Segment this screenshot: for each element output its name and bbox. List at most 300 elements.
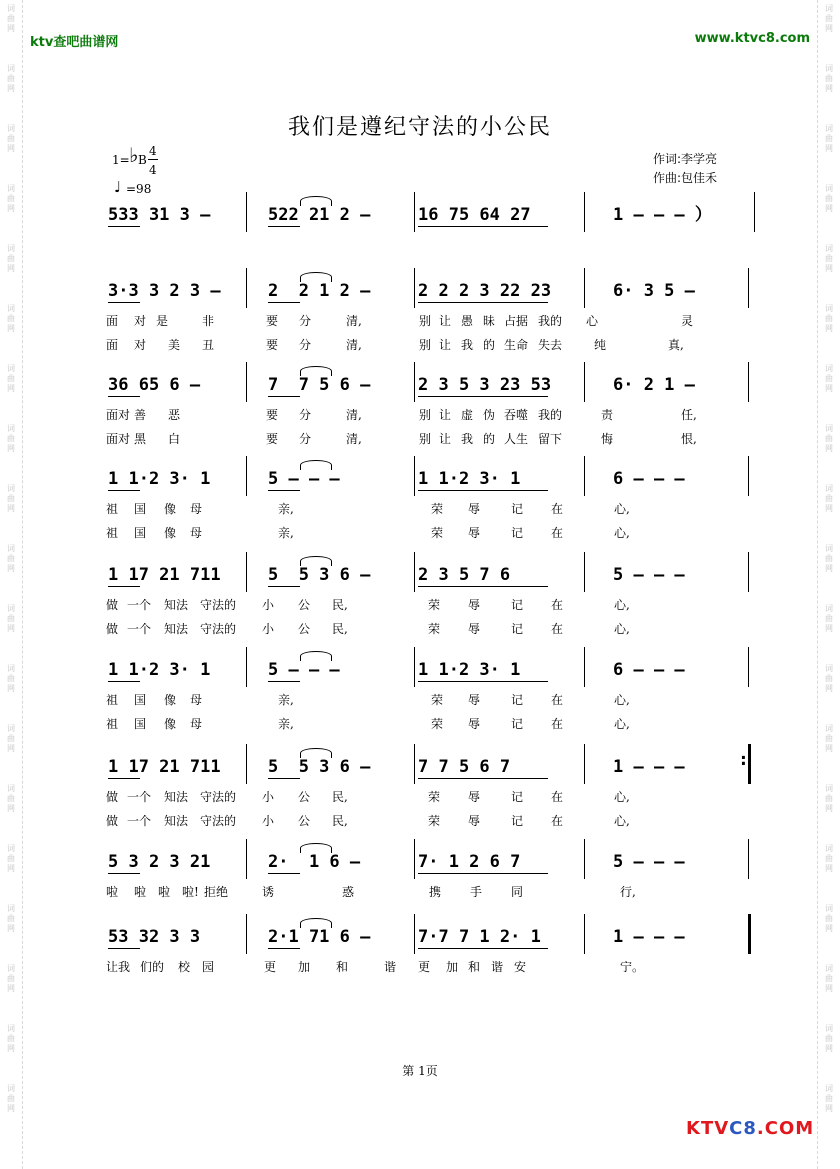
- lyric-word: 加: [298, 960, 311, 974]
- bar-line: [414, 647, 415, 687]
- bar-line: [414, 552, 415, 592]
- lyric-word: 记: [511, 814, 524, 828]
- lyric-line: [106, 812, 746, 830]
- bar-line: [748, 268, 749, 308]
- bar-line: [748, 362, 749, 402]
- lyric-word: 记: [511, 790, 524, 804]
- measure: 5 – – –: [613, 852, 685, 872]
- bar-line: [246, 839, 247, 879]
- bar-line: [414, 456, 415, 496]
- tempo-value: =98: [126, 182, 152, 196]
- lyric-word: 祖: [106, 717, 119, 731]
- lyric-word: 在: [551, 717, 564, 731]
- lyric-word: 辱: [468, 814, 481, 828]
- site-name-left[interactable]: ktv查吧曲谱网: [30, 35, 119, 50]
- beam-underline: [108, 396, 128, 397]
- lyric-word: 辱: [468, 717, 481, 731]
- lyric-word: 对: [134, 338, 147, 352]
- watermark-text: 词曲网: [7, 304, 15, 333]
- measure: 1 1·2 3· 1: [108, 469, 211, 489]
- measure: 5 5 3 6 –: [268, 565, 371, 585]
- bar-line: [584, 192, 585, 232]
- measure: 2· 1 6 –: [268, 852, 361, 872]
- slur-mark: [300, 460, 332, 470]
- slur-mark: [300, 748, 332, 758]
- lyric-word: 记: [511, 526, 524, 540]
- measure: 1 – – –: [613, 927, 685, 947]
- lyric-word: 民,: [332, 814, 348, 828]
- lyric-word: 小: [262, 814, 275, 828]
- lyric-word: 国: [134, 502, 147, 516]
- lyric-word: 像: [164, 526, 177, 540]
- lyric-word: 留下: [538, 432, 563, 446]
- bar-line: [246, 914, 247, 954]
- lyric-word: 做: [106, 814, 119, 828]
- lyric-line: [106, 500, 746, 518]
- watermark-text: 词曲网: [825, 784, 833, 813]
- score-row: [0, 749, 840, 832]
- lyric-word: 心,: [614, 814, 630, 828]
- lyric-word: 公: [298, 598, 311, 612]
- watermark-text: 词曲网: [825, 184, 833, 213]
- page-number: 第 1页: [402, 1064, 438, 1078]
- beam-underline: [268, 226, 300, 227]
- lyric-line: [106, 406, 746, 424]
- beam-underline: [418, 778, 548, 779]
- logo-part-com: .COM: [756, 1118, 815, 1139]
- watermark-text: 词曲网: [7, 544, 15, 573]
- measure: 7 7 5 6 –: [268, 375, 371, 395]
- notation-line: [108, 276, 748, 306]
- lyric-word: 校: [178, 960, 191, 974]
- watermark-text: 词曲网: [7, 964, 15, 993]
- lyric-word: 啦: [158, 885, 171, 899]
- watermark-text: 词曲网: [7, 604, 15, 633]
- lyric-word: 我: [461, 338, 474, 352]
- watermark-text: 词曲网: [825, 244, 833, 273]
- lyric-line: [106, 430, 746, 448]
- measure: 36 65 6 –: [108, 375, 201, 395]
- measure: 5 5 3 6 –: [268, 757, 371, 777]
- lyric-word: 国: [134, 526, 147, 540]
- bar-line: [246, 268, 247, 308]
- slur-mark: [300, 843, 332, 853]
- lyric-word: 记: [511, 693, 524, 707]
- watermark-text: 词曲网: [825, 844, 833, 873]
- lyric-line: [106, 620, 746, 638]
- watermark-text: 词曲网: [825, 64, 833, 93]
- watermark-text: 词曲网: [825, 484, 833, 513]
- watermark-text: 词曲网: [825, 364, 833, 393]
- lyric-word: 惑: [342, 885, 355, 899]
- bar-line: [584, 268, 585, 308]
- site-url-right[interactable]: www.ktvc8.com: [694, 31, 810, 46]
- measure: 7 7 5 6 7: [418, 757, 511, 777]
- bar-line: [584, 744, 585, 784]
- lyric-word: 心,: [614, 717, 630, 731]
- bar-line: [414, 914, 415, 954]
- beam-underline: [268, 948, 300, 949]
- lyric-word: 心,: [614, 790, 630, 804]
- bar-line: [584, 839, 585, 879]
- measure: 16 75 64 27: [418, 205, 531, 225]
- lyric-word: 一个: [127, 622, 152, 636]
- time-signature-line: [148, 159, 158, 160]
- beam-underline: [108, 586, 140, 587]
- lyric-word: 像: [164, 693, 177, 707]
- beam-underline: [268, 586, 300, 587]
- bar-line: [414, 362, 415, 402]
- measure: 3·3 3 2 3 –: [108, 281, 221, 301]
- watermark-text: 词曲网: [825, 1024, 833, 1053]
- lyric-word: 做: [106, 790, 119, 804]
- lyric-word: 善: [134, 408, 147, 422]
- score-row: [0, 847, 840, 927]
- lyric-word: 母: [190, 693, 203, 707]
- lyric-line: [106, 788, 746, 806]
- notation-line: [108, 370, 748, 400]
- watermark-text: 词曲网: [7, 724, 15, 753]
- measure: 1 1·2 3· 1: [418, 469, 521, 489]
- lyric-word: 让: [439, 338, 452, 352]
- lyric-word: 我的: [538, 314, 563, 328]
- lyric-word: 啦: [106, 885, 119, 899]
- lyric-word: 民,: [332, 790, 348, 804]
- lyric-word: 让: [439, 408, 452, 422]
- lyric-word: 心,: [614, 502, 630, 516]
- lyric-word: 任,: [681, 408, 697, 422]
- lyric-word: 心: [586, 314, 599, 328]
- lyric-word: 清,: [346, 314, 362, 328]
- watermark-text: 词曲网: [7, 844, 15, 873]
- lyric-word: 心,: [614, 526, 630, 540]
- beam-underline: [268, 396, 300, 397]
- lyric-word: 安: [514, 960, 527, 974]
- lyric-word: 别: [419, 314, 432, 328]
- lyric-word: 虚: [461, 408, 474, 422]
- beam-underline: [108, 778, 140, 779]
- bar-line: [748, 839, 749, 879]
- lyric-word: 公: [298, 790, 311, 804]
- lyric-word: 公: [298, 622, 311, 636]
- bar-line: [246, 647, 247, 687]
- lyric-word: 是: [156, 314, 169, 328]
- lyric-word: 灵: [681, 314, 694, 328]
- lyric-line: [106, 883, 746, 901]
- song-title: 我们是遵纪守法的小公民: [287, 115, 552, 140]
- lyric-word: 小: [262, 598, 275, 612]
- credits: [653, 150, 717, 188]
- lyric-word: 谐: [384, 960, 397, 974]
- beam-underline: [418, 586, 548, 587]
- lyric-word: 亲,: [278, 693, 294, 707]
- beam-underline: [108, 302, 128, 303]
- lyric-word: 国: [134, 693, 147, 707]
- watermark-text: 词曲网: [825, 604, 833, 633]
- bar-line: [584, 914, 585, 954]
- lyric-word: 占据: [504, 314, 529, 328]
- notation-line: [108, 922, 748, 952]
- lyric-line: [106, 715, 746, 733]
- lyric-word: 辱: [468, 693, 481, 707]
- lyric-word: 在: [551, 502, 564, 516]
- measure: 1 – – – ）: [613, 205, 712, 225]
- lyric-word: 面: [106, 314, 119, 328]
- score-row: [0, 370, 840, 450]
- watermark-text: 词曲网: [825, 544, 833, 573]
- bar-line: [584, 456, 585, 496]
- flat-symbol: ♭: [129, 143, 139, 167]
- lyric-word: 清,: [346, 432, 362, 446]
- lyric-word: 记: [511, 502, 524, 516]
- lyric-word: 母: [190, 526, 203, 540]
- quarter-note-icon: ♩: [114, 178, 122, 196]
- slur-mark: [300, 918, 332, 928]
- lyric-word: 让我: [106, 960, 131, 974]
- lyric-word: 心,: [614, 693, 630, 707]
- watermark-text: 词曲网: [7, 784, 15, 813]
- lyric-word: 更: [264, 960, 277, 974]
- watermark-text: 词曲网: [7, 904, 15, 933]
- beam-underline: [418, 681, 548, 682]
- lyric-word: 生命: [504, 338, 529, 352]
- lyric-word: 别: [419, 338, 432, 352]
- lyric-word: 记: [511, 622, 524, 636]
- measure: 2·1 71 6 –: [268, 927, 371, 947]
- measure: 7·7 7 1 2· 1: [418, 927, 541, 947]
- watermark-text: 词曲网: [7, 424, 15, 453]
- lyric-word: 祖: [106, 502, 119, 516]
- lyric-word: 像: [164, 717, 177, 731]
- lyric-word: 纯: [594, 338, 607, 352]
- measure: 2 3 5 3 23 53: [418, 375, 552, 395]
- lyric-word: 的: [483, 338, 496, 352]
- lyric-word: 辱: [468, 790, 481, 804]
- lyric-word: 我的: [538, 408, 563, 422]
- lyric-word: 啦!: [182, 885, 199, 899]
- lyric-word: 要: [266, 432, 279, 446]
- logo-part-c8: C8: [729, 1118, 757, 1139]
- lyric-line: [106, 312, 746, 330]
- lyric-word: 手: [470, 885, 483, 899]
- lyric-word: 辱: [468, 598, 481, 612]
- slur-mark: [300, 196, 332, 206]
- lyric-word: 记: [511, 598, 524, 612]
- beam-underline: [108, 226, 140, 227]
- repeat-dots: :: [738, 749, 749, 770]
- lyric-word: 别: [419, 432, 432, 446]
- key-prefix: 1=: [112, 153, 130, 167]
- lyric-word: 亲,: [278, 526, 294, 540]
- lyric-line: [106, 524, 746, 542]
- watermark-text: 词曲网: [825, 724, 833, 753]
- score-row: [0, 464, 840, 544]
- lyric-word: 愚: [461, 314, 474, 328]
- measure: 1 1·2 3· 1: [418, 660, 521, 680]
- watermark-text: 词曲网: [825, 664, 833, 693]
- lyric-line: [106, 958, 746, 976]
- lyric-word: 祖: [106, 526, 119, 540]
- watermark-text: 词曲网: [825, 4, 833, 33]
- lyric-word: 小: [262, 622, 275, 636]
- lyric-word: 在: [551, 790, 564, 804]
- lyric-word: 园: [202, 960, 215, 974]
- lyric-word: 行,: [620, 885, 636, 899]
- lyric-word: 拒绝: [204, 885, 229, 899]
- lyric-word: 分: [299, 338, 312, 352]
- lyric-word: 荣: [428, 622, 441, 636]
- score-row: [0, 276, 840, 356]
- lyric-word: 民,: [332, 598, 348, 612]
- watermark-text: 词曲网: [7, 124, 15, 153]
- measure: 1 1·2 3· 1: [108, 660, 211, 680]
- lyric-word: 辱: [468, 526, 481, 540]
- watermark-text: 词曲网: [7, 1084, 15, 1113]
- beam-underline: [268, 302, 300, 303]
- watermark-text: 词曲网: [7, 664, 15, 693]
- watermark-text: 词曲网: [7, 4, 15, 33]
- lyric-word: 守法的: [200, 790, 237, 804]
- lyric-word: 荣: [431, 526, 444, 540]
- beam-underline: [418, 226, 548, 227]
- lyric-word: 辱: [468, 622, 481, 636]
- lyric-word: 国: [134, 717, 147, 731]
- lyric-word: 真,: [668, 338, 684, 352]
- watermark-text: 词曲网: [825, 124, 833, 153]
- slur-mark: [300, 366, 332, 376]
- beam-underline: [418, 396, 548, 397]
- lyric-word: 知法: [164, 790, 189, 804]
- bar-line: [584, 647, 585, 687]
- measure: 53 32 3 3: [108, 927, 201, 947]
- measure: 5 – – –: [268, 660, 340, 680]
- lyric-word: 公: [298, 814, 311, 828]
- beam-underline: [108, 490, 140, 491]
- lyric-word: 和: [336, 960, 349, 974]
- measure: 6· 3 5 –: [613, 281, 695, 301]
- lyric-word: 荣: [428, 814, 441, 828]
- lyric-word: 我: [461, 432, 474, 446]
- score-row: [0, 560, 840, 640]
- lyric-word: 荣: [428, 790, 441, 804]
- lyric-word: 对: [134, 314, 147, 328]
- lyric-word: 辱: [468, 502, 481, 516]
- lyric-word: 携: [429, 885, 442, 899]
- slur-mark: [300, 272, 332, 282]
- lyric-word: 们的: [140, 960, 165, 974]
- measure: 1 – – –: [613, 757, 685, 777]
- bar-line: [246, 552, 247, 592]
- beam-underline: [268, 490, 300, 491]
- lyric-word: 小: [262, 790, 275, 804]
- lyric-word: 母: [190, 717, 203, 731]
- watermark-text: 词曲网: [7, 1024, 15, 1053]
- notation-line: [108, 200, 748, 230]
- lyric-word: 伪: [483, 408, 496, 422]
- lyric-word: 记: [511, 717, 524, 731]
- lyric-word: 守法的: [200, 622, 237, 636]
- lyric-word: 做: [106, 598, 119, 612]
- lyric-word: 分: [299, 314, 312, 328]
- lyricist: 作词:李学亮: [653, 152, 718, 166]
- lyric-line: [106, 596, 746, 614]
- composer: 作曲:包佳禾: [653, 171, 718, 185]
- lyric-word: 一个: [127, 814, 152, 828]
- lyric-word: 分: [299, 408, 312, 422]
- watermark-text: 词曲网: [825, 1084, 833, 1113]
- beam-underline: [268, 681, 300, 682]
- beam-underline: [418, 490, 548, 491]
- lyric-word: 恨,: [681, 432, 697, 446]
- measure: 7· 1 2 6 7: [418, 852, 521, 872]
- time-signature-top: 4: [149, 144, 157, 158]
- notation-line: [108, 464, 748, 494]
- beam-underline: [418, 873, 548, 874]
- lyric-word: 和: [468, 960, 481, 974]
- lyric-word: 知法: [164, 622, 189, 636]
- lyric-word: 要: [266, 314, 279, 328]
- lyric-word: 在: [551, 598, 564, 612]
- lyric-word: 非: [202, 314, 215, 328]
- measure: 6 – – –: [613, 469, 685, 489]
- key-letter: B: [138, 153, 147, 167]
- lyric-word: 人生: [504, 432, 529, 446]
- lyric-word: 清,: [346, 408, 362, 422]
- lyric-word: 要: [266, 338, 279, 352]
- bar-line: [246, 192, 247, 232]
- watermark-text: 词曲网: [7, 244, 15, 273]
- watermark-text: 词曲网: [825, 964, 833, 993]
- notation-line: [108, 655, 748, 685]
- key-signature: [112, 142, 192, 202]
- watermark-text: 词曲网: [825, 424, 833, 453]
- lyric-word: 母: [190, 502, 203, 516]
- bar-line: [748, 456, 749, 496]
- beam-underline: [108, 681, 140, 682]
- lyric-word: 让: [439, 314, 452, 328]
- lyric-line: [106, 336, 746, 354]
- lyric-word: 亲,: [278, 502, 294, 516]
- lyric-word: 守法的: [200, 598, 237, 612]
- bar-line: [246, 456, 247, 496]
- measure: 533 31 3 –: [108, 205, 211, 225]
- lyric-word: 一个: [127, 598, 152, 612]
- slur-mark: [300, 556, 332, 566]
- lyric-word: 知法: [164, 814, 189, 828]
- measure: 6· 2 1 –: [613, 375, 695, 395]
- bar-line: [584, 552, 585, 592]
- lyric-word: 让: [439, 432, 452, 446]
- site-logo[interactable]: [686, 1118, 814, 1139]
- bar-line: [584, 362, 585, 402]
- lyric-word: 祖: [106, 693, 119, 707]
- notation-line: [108, 560, 748, 590]
- lyric-word: 分: [299, 432, 312, 446]
- time-signature-bottom: 4: [149, 163, 157, 177]
- measure: 5 3 2 3 21: [108, 852, 211, 872]
- lyric-word: 在: [551, 622, 564, 636]
- lyric-word: 别: [419, 408, 432, 422]
- measure: 2 2 1 2 –: [268, 281, 371, 301]
- lyric-word: 在: [551, 526, 564, 540]
- lyric-word: 心,: [614, 598, 630, 612]
- beam-underline: [108, 873, 140, 874]
- lyric-word: 心,: [614, 622, 630, 636]
- bar-line: [748, 914, 751, 954]
- lyric-word: 做: [106, 622, 119, 636]
- lyric-word: 知法: [164, 598, 189, 612]
- beam-underline: [268, 873, 300, 874]
